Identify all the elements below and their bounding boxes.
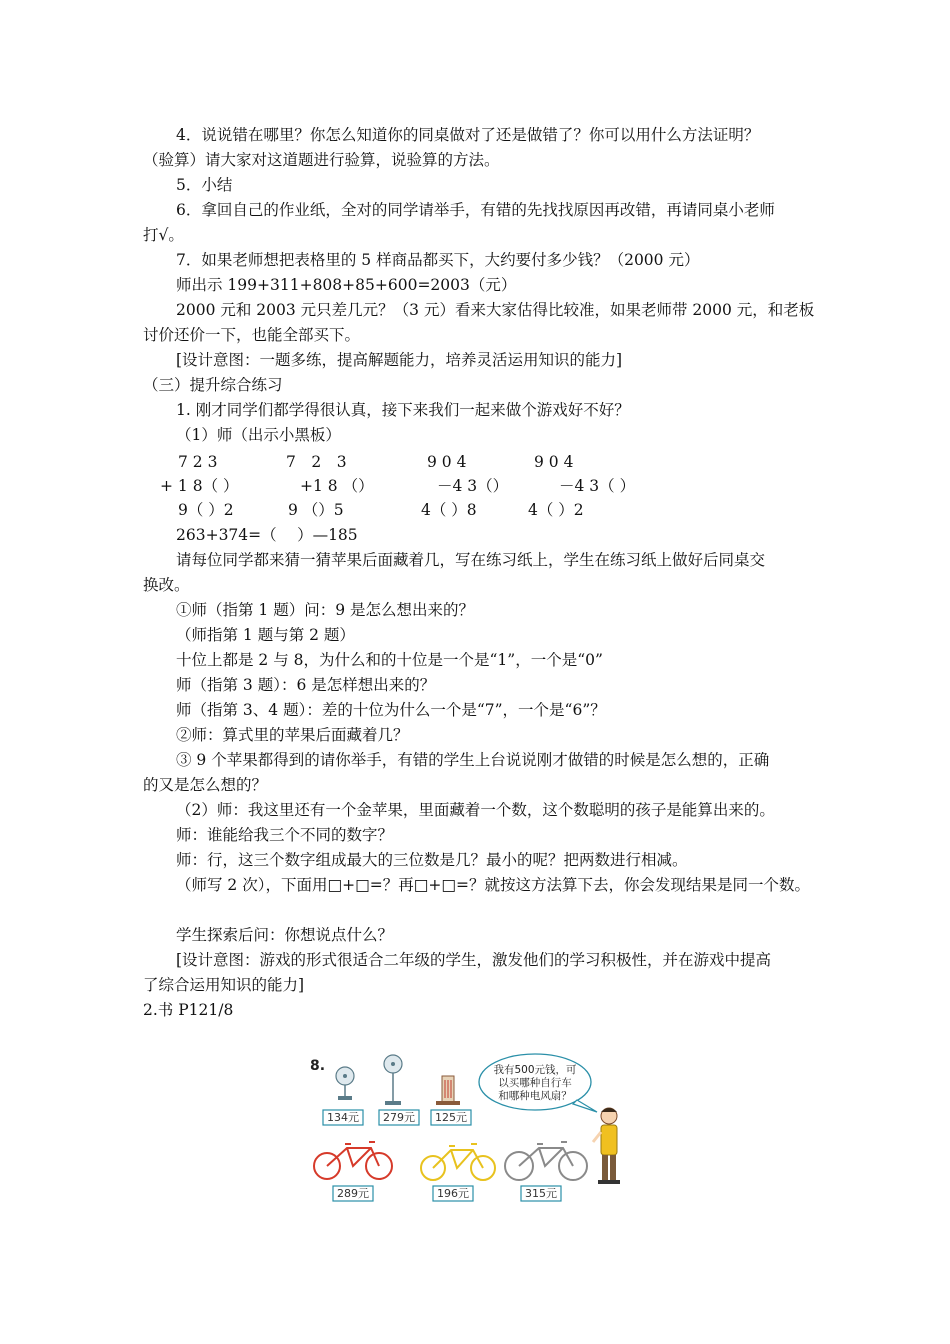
fan-2-icon xyxy=(384,1055,402,1105)
para-6-line2: 打√。 xyxy=(143,226,184,244)
bike-2-price: 196元 xyxy=(437,1187,469,1200)
circle-2: ②师：算式里的苹果后面藏着几？ xyxy=(176,726,409,744)
bike-2-icon xyxy=(421,1144,495,1180)
question-1-part-2: （2）师：我这里还有一个金苹果，里面藏着一个数，这个数聪明的孩子是能算出来的。 xyxy=(176,801,775,819)
figure-number: 8. xyxy=(310,1058,326,1074)
problem-1-row2: + 1 8（ ） xyxy=(160,477,239,495)
bike-3-icon xyxy=(505,1142,587,1180)
bike-1-price: 289元 xyxy=(337,1187,369,1200)
problem-4-row3: 4（ ）2 xyxy=(528,501,584,519)
fan-3-price: 125元 xyxy=(435,1111,467,1124)
teacher-shows: 师出示 199+311+808+85+600=2003（元） xyxy=(176,276,517,294)
problem-3-row1: 9 0 4 xyxy=(427,453,467,471)
circle-3-line2: 的又是怎么想的？ xyxy=(143,776,268,794)
explore-line: 学生探索后问：你想说点什么？ xyxy=(176,926,394,944)
design-intent-1: [设计意图：一题多练，提高解题能力，培养灵活运用知识的能力] xyxy=(176,351,623,369)
design-intent-2-line2: 了综合运用知识的能力] xyxy=(143,976,305,994)
man-illustration xyxy=(593,1108,620,1184)
bike-1-icon xyxy=(314,1142,392,1179)
teacher-line-1: 师：谁能给我三个不同的数字？ xyxy=(176,826,394,844)
question-2: 2.书 P121/8 xyxy=(143,1001,234,1019)
diff-line1: 2000 元和 2003 元只差几元？（3 元）看来大家估得比较准，如果老师带 2000 元，和老板 xyxy=(176,301,815,319)
para-6-line1: 6．拿回自己的作业纸，全对的同学请举手，有错的先找找原因再改错，再请同桌小老师 xyxy=(176,201,775,219)
para-5: 5．小结 xyxy=(176,176,233,194)
problem-2-row3: 9 （）5 xyxy=(288,501,344,519)
teacher-line-3: （师写 2 次），下面用□+□=？再□+□=？就按这方法算下去，你会发现结果是同一个数。 xyxy=(176,876,810,894)
problem-4-row1: 9 0 4 xyxy=(534,453,574,471)
textbook-illustration xyxy=(305,1050,645,1215)
design-intent-2-line1: [设计意图：游戏的形式很适合二年级的学生，激发他们的学习积极性，并在游戏中提高 xyxy=(176,951,772,969)
circle-1-d: 师（指第 3 题）：6 是怎样想出来的？ xyxy=(176,676,436,694)
fan-2-price: 279元 xyxy=(383,1111,415,1124)
illustration-svg xyxy=(305,1050,645,1215)
bubble-line-2: 以买哪种自行车 xyxy=(498,1077,572,1089)
problem-1-row1: 7 2 3 xyxy=(178,453,218,471)
bubble-line-3: 和哪种电风扇？ xyxy=(498,1090,572,1102)
para-7: 7．如果老师想把表格里的 5 样商品都买下，大约要付多少钱？（2000 元） xyxy=(176,251,700,269)
apple-equation: 263+374=（ ）—185 xyxy=(176,526,358,544)
circle-1-e: 师（指第 3、4 题）：差的十位为什么一个是“7”，一个是“6”？ xyxy=(176,701,606,719)
diff-line2: 讨价还价一下，也能全部买下。 xyxy=(143,326,361,344)
para-4-line1: 4．说说错在哪里？你怎么知道你的同桌做对了还是做错了？你可以用什么方法证明？ xyxy=(176,126,760,144)
para-4-line2: （验算）请大家对这道题进行验算，说验算的方法。 xyxy=(143,151,500,169)
fan-3-icon xyxy=(436,1076,460,1105)
circle-1-b: （师指第 1 题与第 2 题） xyxy=(176,626,355,644)
problem-2-row1: 7 2 3 xyxy=(286,453,347,471)
guess-line2: 换改。 xyxy=(143,576,190,594)
circle-3-line1: ③ 9 个苹果都得到的请你举手，有错的学生上台说说刚才做错的时候是怎么想的，正确 xyxy=(176,751,770,769)
problem-1-row3: 9（ ）2 xyxy=(178,501,234,519)
problem-3-row2: －4 3（） xyxy=(437,477,509,495)
bike-3-price: 315元 xyxy=(525,1187,557,1200)
teacher-line-2: 师：行，这三个数字组成最大的三位数是几？最小的呢？把两数进行相减。 xyxy=(176,851,688,869)
question-1: 1. 刚才同学们都学得很认真，接下来我们一起来做个游戏好不好？ xyxy=(176,401,630,419)
fan-1-icon xyxy=(336,1067,354,1100)
circle-1: ①师（指第 1 题）问：9 是怎么想出来的？ xyxy=(176,601,475,619)
speech-bubble xyxy=(479,1054,597,1112)
circle-1-c: 十位上都是 2 与 8，为什么和的十位是一个是“1”，一个是“0” xyxy=(176,651,603,669)
problem-4-row2: －4 3（ ） xyxy=(559,477,636,495)
problem-2-row2: +1 8 （） xyxy=(300,477,374,495)
bubble-line-1: 我有500元钱，可 xyxy=(493,1064,577,1076)
fan-1-price: 134元 xyxy=(327,1111,359,1124)
section-3-heading: （三）提升综合练习 xyxy=(143,376,283,394)
question-1-part-1: （1）师（出示小黑板） xyxy=(176,426,341,444)
guess-line1: 请每位同学都来猜一猜苹果后面藏着几，写在练习纸上，学生在练习纸上做好后同桌交 xyxy=(176,551,766,569)
problem-3-row3: 4（ ）8 xyxy=(421,501,477,519)
